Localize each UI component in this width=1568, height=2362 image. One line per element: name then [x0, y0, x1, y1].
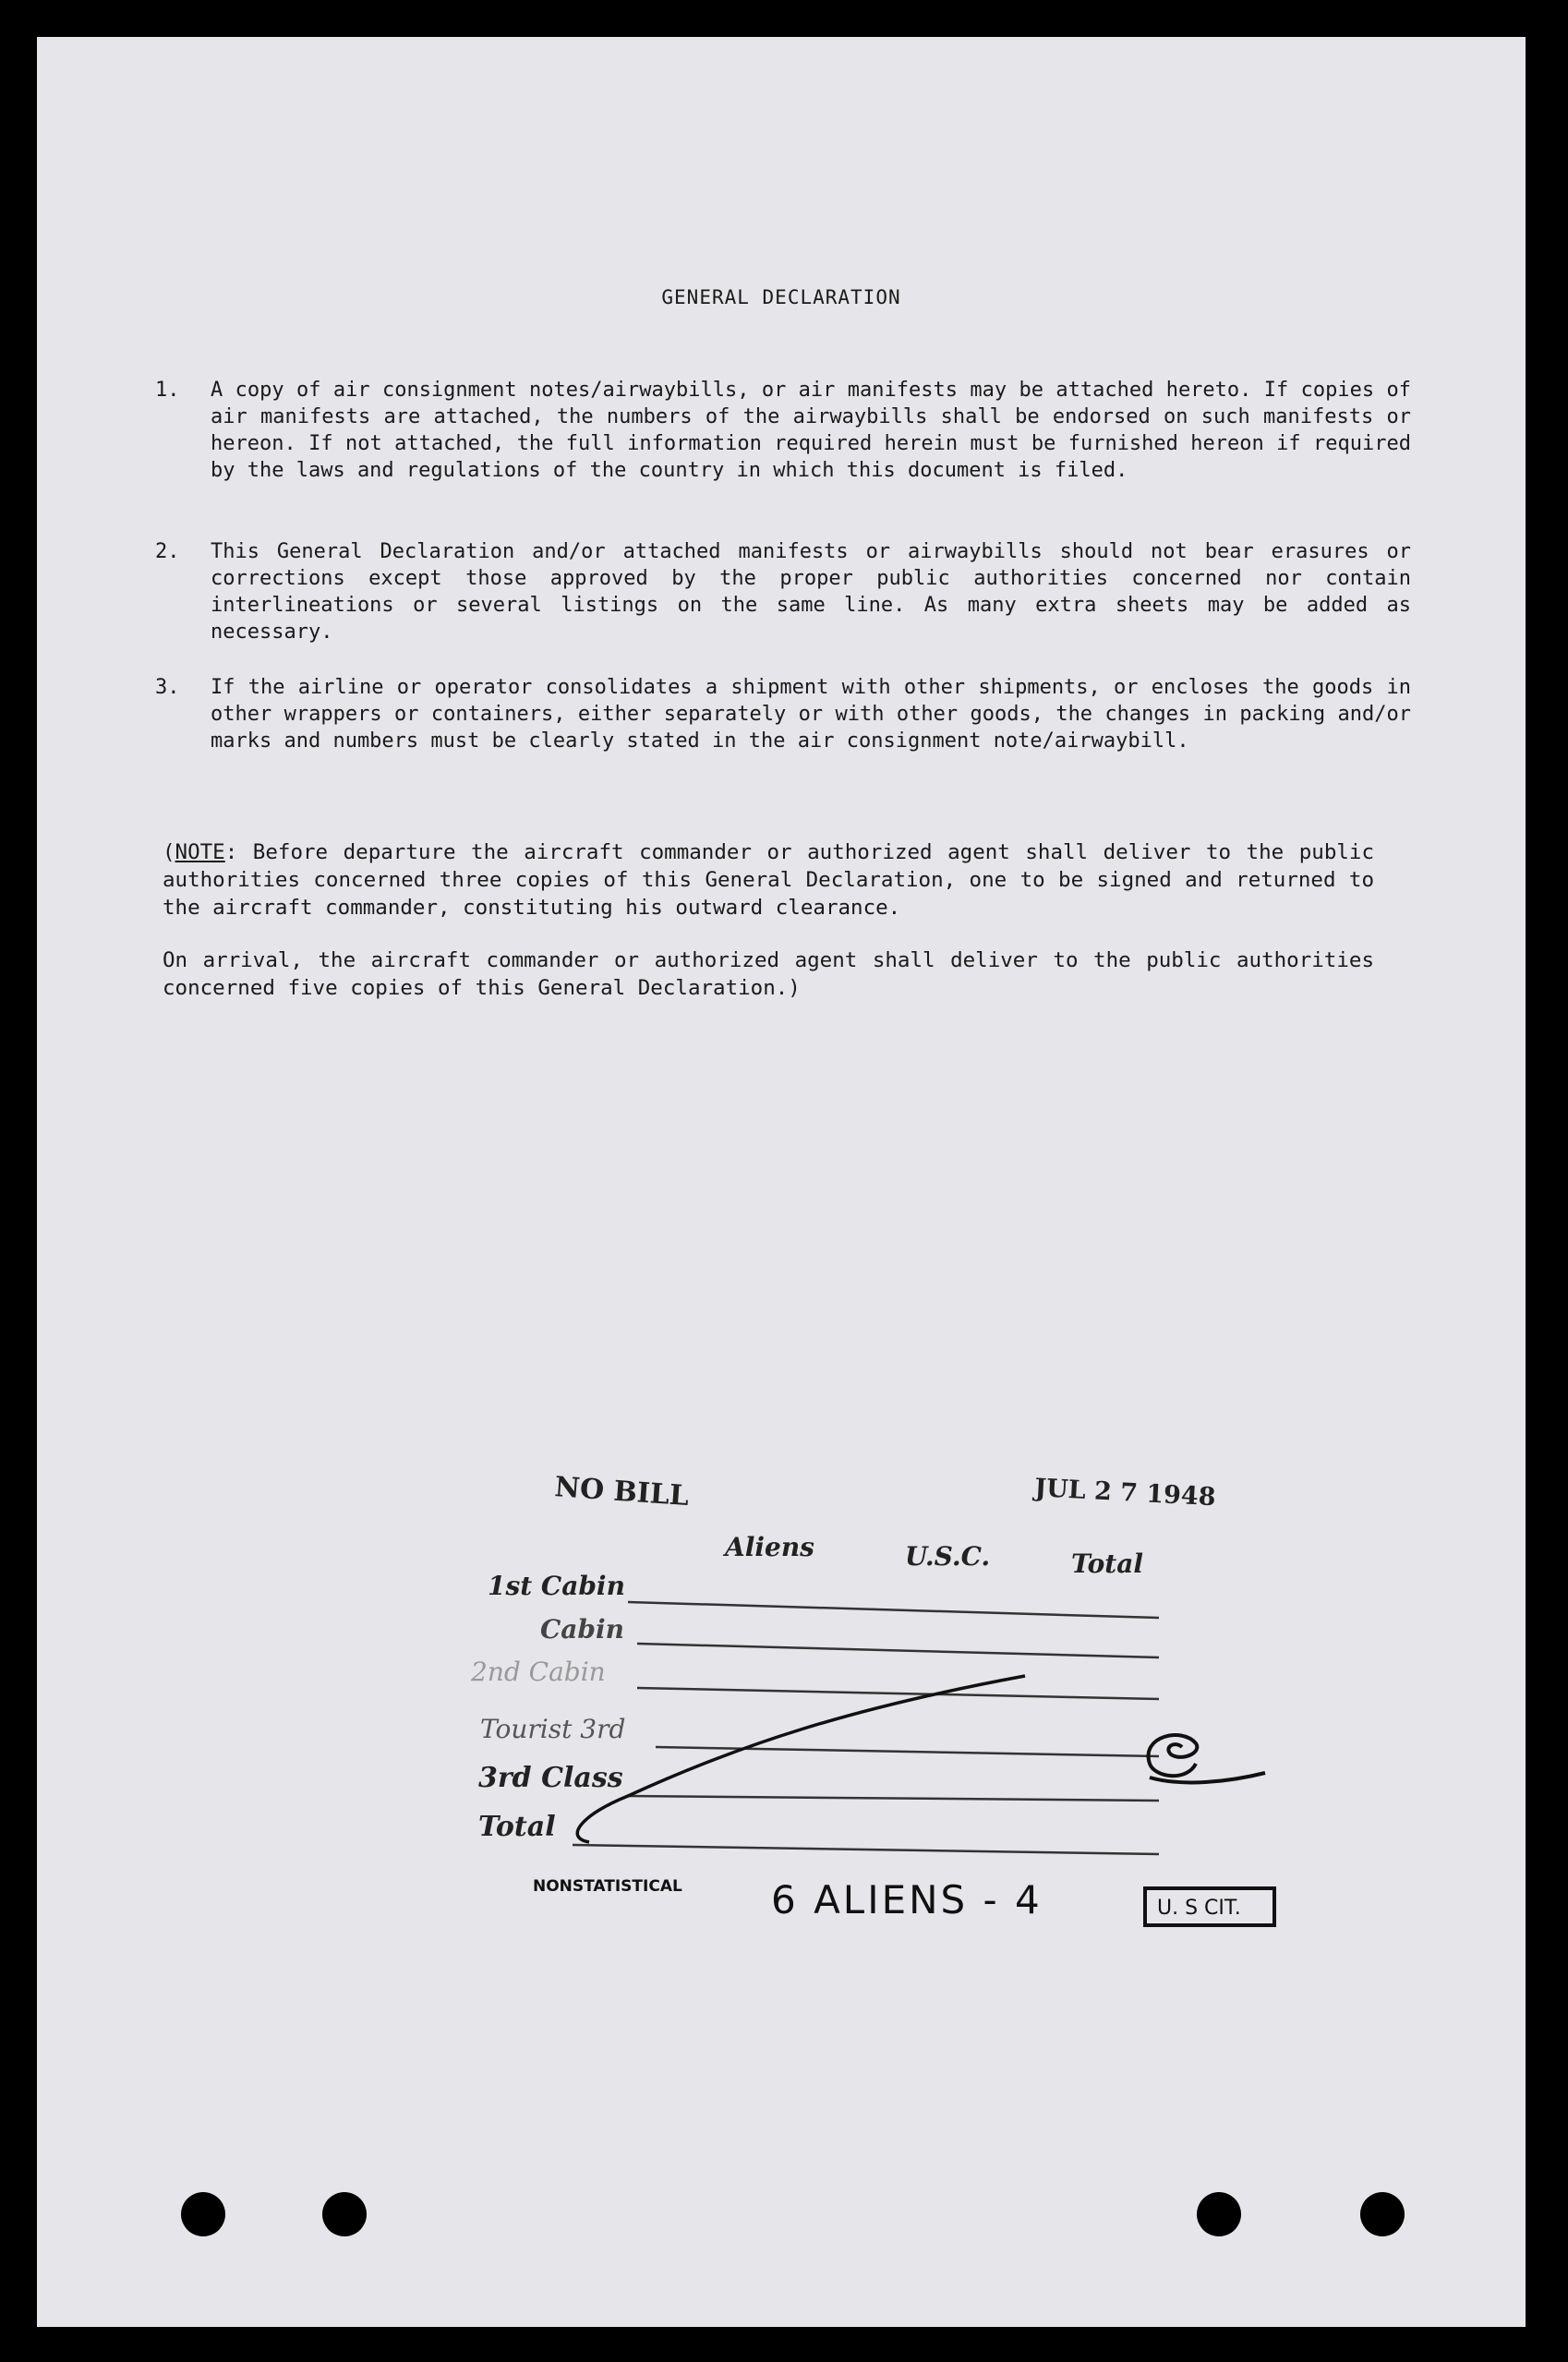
no-bill-stamp: NO BILL [553, 1471, 691, 1513]
row-3rd-class: 3rd Class [478, 1762, 623, 1794]
column-total: Total [1071, 1549, 1144, 1579]
punch-holes [181, 2192, 1405, 2236]
column-aliens: Aliens [725, 1532, 814, 1562]
note-paragraph [163, 838, 1374, 922]
arrival-paragraph: On arrival, the aircraft commander or authorized agent shall deliver to the public authorities concerned five copies of this General Declaration.) [163, 948, 1374, 1000]
date-stamp: JUL 2 7 1948 [1033, 1474, 1217, 1512]
item-number: 2. [155, 540, 180, 563]
nonstatistical-stamp: NONSTATISTICAL [533, 1877, 682, 1896]
us-cit-stamp: U. S CIT. [1157, 1897, 1241, 1920]
document-title: GENERAL DECLARATION [661, 286, 901, 308]
handwritten-cross-line [577, 1676, 1025, 1842]
note-open: ( [163, 840, 175, 864]
handwritten-count: 6 ALIENS - 4 [771, 1877, 1043, 1922]
item-number: 1. [155, 379, 180, 402]
list-item [155, 674, 1411, 754]
item-text: This General Declaration and/or attached manifests or airwaybills should not bear erasures or corrections except those approved by the proper public authorities concerned nor contain interlineations or several listings on the same line. As many extra sheets may be added as necessary. [211, 540, 1411, 644]
item-text: If the airline or operator consolidates a shipment with other shipments, or encloses the goods in other wrappers or containers, either separately or with other goods, the changes in packing and/or marks and numbers must be clearly stated in the air consignment note/airwaybill. [211, 676, 1411, 753]
us-cit-stamp-box [1145, 1888, 1274, 1925]
handwritten-at-mark [1149, 1735, 1265, 1782]
row-total: Total [478, 1811, 556, 1843]
item-text: A copy of air consignment notes/airwaybills, or air manifests may be attached hereto. If copies of air manifests are attached, the numbers of the airwaybills shall be endorsed on such manifests or hereon. If not attached, the full information required herein must be furnished hereon if required by the laws and regulations of the country in which this document is filed. [211, 379, 1411, 482]
row-cabin: Cabin [540, 1614, 624, 1645]
document-page [37, 37, 1526, 2327]
row-1st-cabin: 1st Cabin [488, 1571, 625, 1601]
stamp-rules [573, 1602, 1159, 1854]
row-2nd-cabin: 2nd Cabin [471, 1657, 606, 1687]
column-usc: U.S.C. [905, 1541, 991, 1572]
list-item [155, 538, 1411, 645]
item-number: 3. [155, 676, 180, 699]
row-tourist-3rd: Tourist 3rd [480, 1714, 626, 1744]
list-item [155, 377, 1411, 484]
note-text: : Before departure the aircraft commander or authorized agent shall deliver to the public authorities concerned three copies of this General Declaration, one to be signed and returned to the aircraft commander, constituting his outward clearance. [163, 840, 1374, 920]
note-label: NOTE [175, 840, 225, 864]
